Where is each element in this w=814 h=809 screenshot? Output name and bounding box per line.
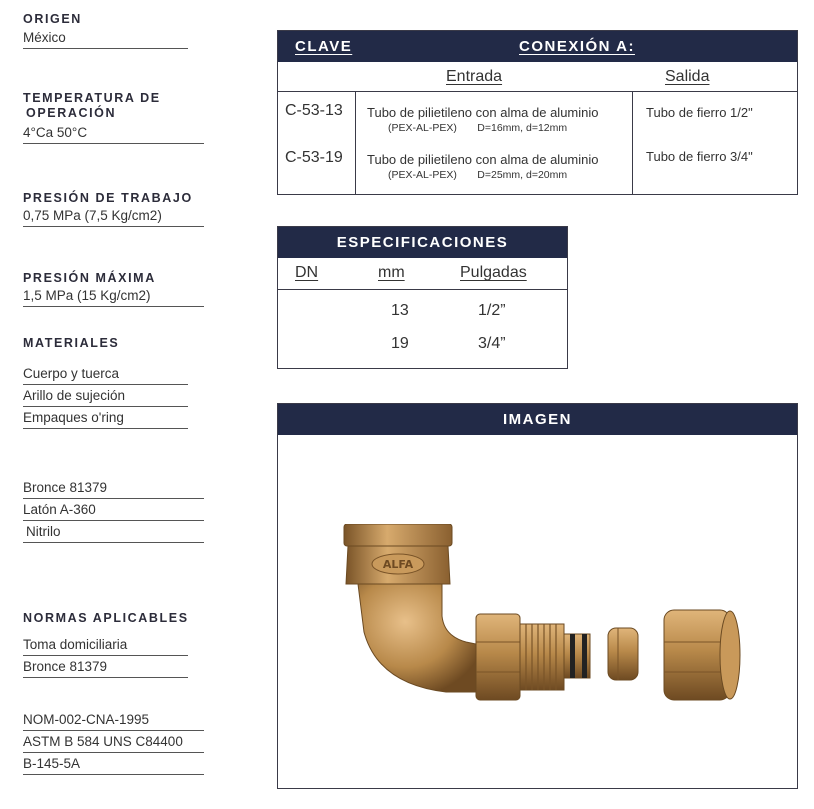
- spec-pulgadas: 1/2”: [478, 302, 506, 319]
- spec-mm: 19: [391, 335, 409, 352]
- row-entrada: Tubo de pilietileno con alma de aluminio: [367, 152, 599, 167]
- alfa-logo: ALFA: [382, 558, 414, 571]
- origen-value: México: [23, 29, 188, 49]
- presion-trabajo-value: 0,75 MPa (7,5 Kg/cm2): [23, 207, 204, 227]
- spec-mm: 13: [391, 302, 409, 319]
- image-panel: [277, 403, 798, 789]
- row-entrada-detail: (PEX-AL-PEX) D=16mm, d=12mm: [388, 122, 568, 134]
- row-code: C-53-19: [285, 149, 343, 166]
- norma-part: Bronce 81379: [23, 658, 188, 678]
- presion-maxima-title: PRESIÓN MÁXIMA: [23, 271, 156, 285]
- divider: [355, 91, 356, 194]
- row-code: C-53-13: [285, 102, 343, 119]
- col-clave: CLAVE: [295, 38, 353, 55]
- sub-entrada: Entrada: [446, 68, 503, 85]
- presion-maxima-value: 1,5 MPa (15 Kg/cm2): [23, 287, 204, 307]
- norma-value: ASTM B 584 UNS C84400: [23, 733, 204, 753]
- origen-title: ORIGEN: [23, 12, 82, 26]
- brass-elbow-fitting-image: [326, 524, 756, 704]
- col-dn: DN: [295, 264, 319, 281]
- connection-table: [277, 30, 798, 195]
- compression-nut: [664, 610, 740, 700]
- normas-title: NORMAS APLICABLES: [23, 611, 189, 625]
- temperatura-title-line1: TEMPERATURA DE: [23, 91, 161, 105]
- row-salida: Tubo de fierro 1/2": [646, 105, 753, 120]
- connection-table-header: [278, 31, 797, 62]
- norma-value: B-145-5A: [23, 755, 204, 775]
- material-value: Bronce 81379: [23, 479, 204, 499]
- threaded-spigot: [520, 624, 590, 690]
- sub-salida: Salida: [665, 68, 710, 85]
- material-value: Latón A-360: [23, 501, 204, 521]
- row-salida: Tubo de fierro 3/4": [646, 149, 753, 164]
- norma-part: Toma domiciliaria: [23, 636, 188, 656]
- divider: [632, 91, 633, 194]
- specifications-header: ESPECIFICACIONES: [278, 227, 567, 258]
- col-conexion: CONEXIÓN A:: [519, 38, 635, 55]
- row-entrada-detail: (PEX-AL-PEX) D=25mm, d=20mm: [388, 169, 568, 181]
- material-part: Cuerpo y tuerca: [23, 365, 188, 385]
- image-header: IMAGEN: [278, 404, 797, 435]
- norma-value: NOM-002-CNA-1995: [23, 711, 204, 731]
- elbow-body: [344, 524, 476, 692]
- temperatura-title-line2: OPERACIÓN: [26, 106, 117, 120]
- col-pulgadas: Pulgadas: [460, 264, 527, 281]
- material-part: Empaques o'ring: [23, 409, 188, 429]
- material-value: Nitrilo: [23, 523, 204, 543]
- materiales-title: MATERIALES: [23, 336, 120, 350]
- temperatura-value: 4°Ca 50°C: [23, 124, 204, 144]
- spec-pulgadas: 3/4”: [478, 335, 506, 352]
- material-part: Arillo de sujeción: [23, 387, 188, 407]
- divider: [278, 289, 567, 290]
- split-ring: [608, 628, 638, 680]
- row-entrada: Tubo de pilietileno con alma de aluminio: [367, 105, 599, 120]
- specifications-table: [277, 226, 568, 369]
- body-hex-nut: [476, 614, 520, 700]
- presion-trabajo-title: PRESIÓN DE TRABAJO: [23, 191, 193, 205]
- col-mm: mm: [378, 264, 405, 281]
